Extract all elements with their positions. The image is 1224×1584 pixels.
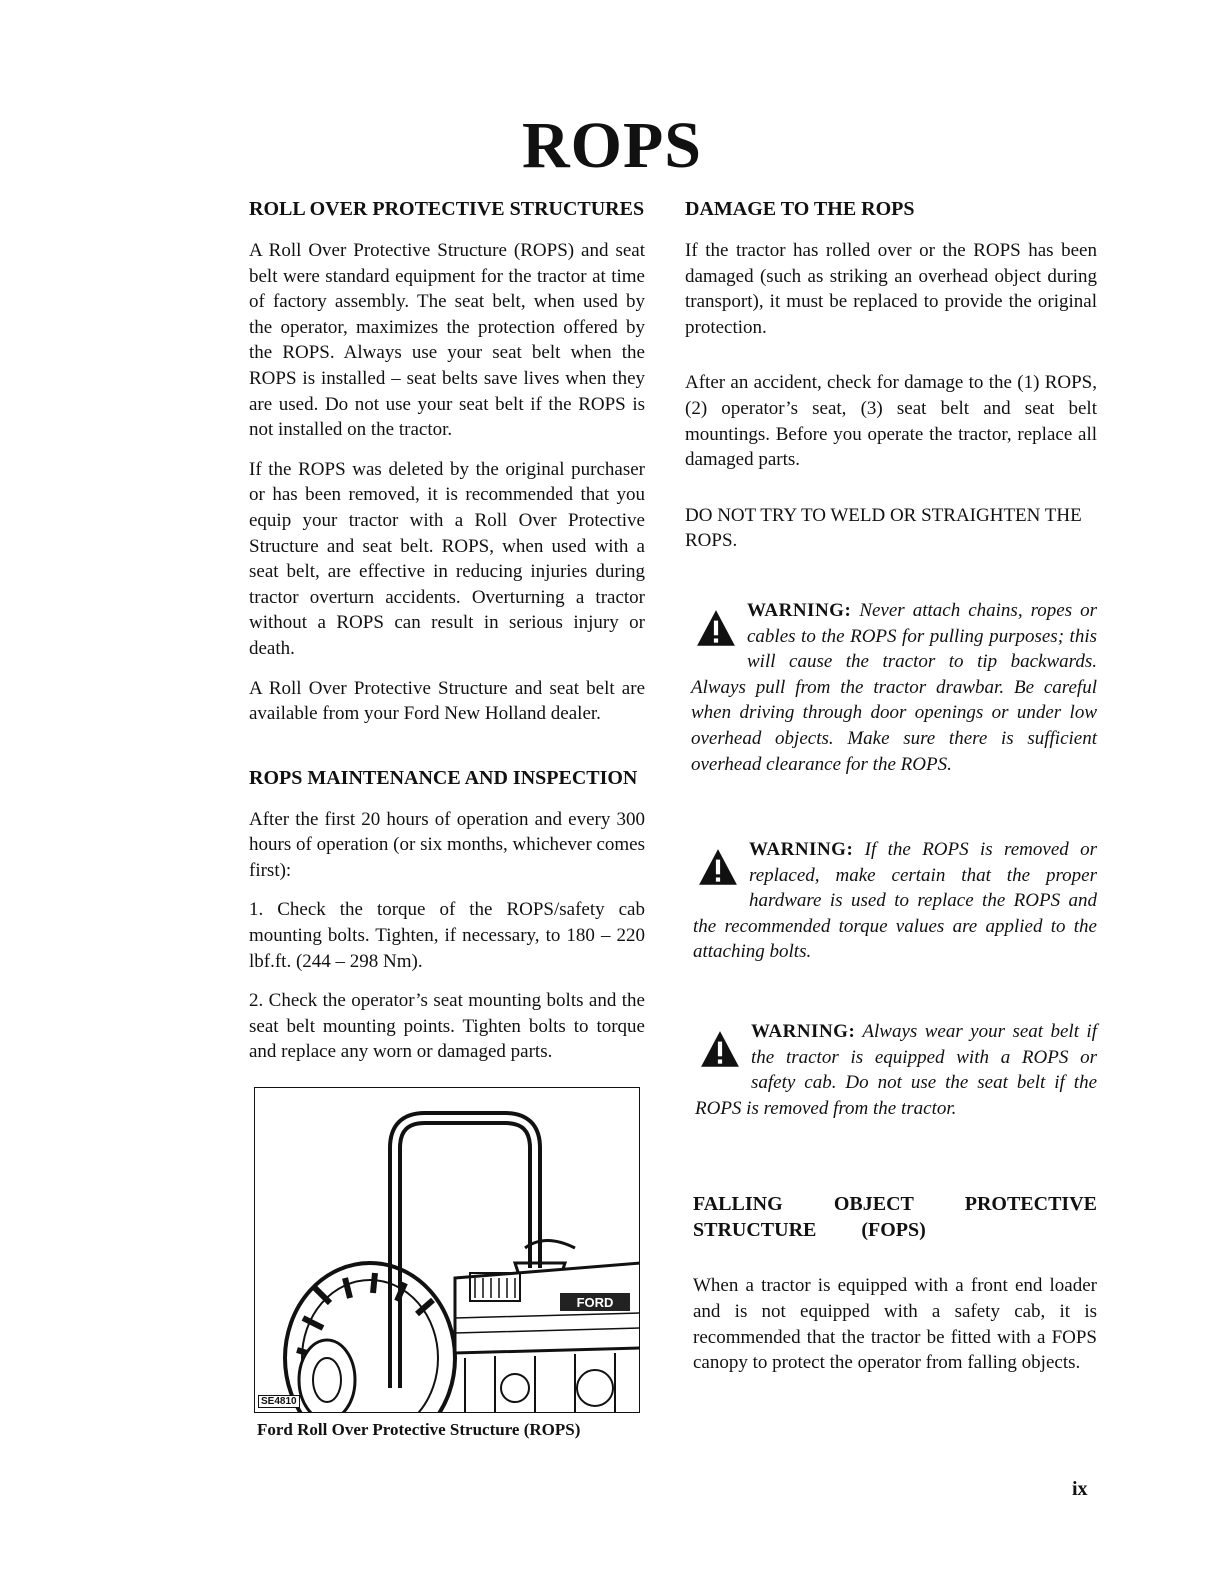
warning-text: If the ROPS is removed or replaced, make certain that the proper hardware is used to replace the ROPS and the recommended torque values are applied to the attaching bolts. [693, 839, 1098, 963]
paragraph: If the tractor has rolled over or the ROPS has been damaged (such as striking an overhead object during transport), it must be replaced to provide the original protection. [685, 240, 1097, 338]
warning-block [685, 1019, 1097, 1121]
section-heading-damage: DAMAGE TO THE ROPS [685, 198, 915, 220]
warning-label: WARNING: [749, 839, 854, 861]
warning-label: WARNING: [751, 1021, 856, 1043]
rops-figure [254, 1087, 640, 1413]
paragraph: If the ROPS was deleted by the original purchaser or has been removed, it is recommended that you equip your tractor with a Roll Over Protective Structure and seat belt. ROPS, when used with a seat belt, are effective in reducing injuries during tractor overturn accidents. Overturning a tractor without a ROPS can result in serious injury or death. [249, 458, 645, 659]
page-number: ix [1072, 1478, 1088, 1500]
right-column [685, 196, 1097, 1376]
paragraph: A Roll Over Protective Structure and seat belt are available from your Ford New Holland dealer. [249, 677, 645, 725]
warning-triangle-icon [695, 608, 737, 650]
paragraph: After an accident, check for damage to the (1) ROPS, (2) operator’s seat, (3) seat belt and seat belt mountings. Before you operate the tractor, replace all damaged parts. [685, 372, 1097, 471]
paragraph: A Roll Over Protective Structure (ROPS) and seat belt were standard equipment for the tractor at time of factory assembly. The seat belt, when used by the operator, maximizes the protection offered by the ROPS. Always use your seat belt when the ROPS is installed – seat belts save lives when they are used. Do not use your seat belt if the ROPS is not installed on the tractor. [249, 240, 645, 441]
list-item: 2. Check the operator’s seat mounting bolts and the seat belt mounting points. Tighten bolts to torque and replace any worn or damaged parts. [249, 990, 645, 1063]
figure-caption: Ford Roll Over Protective Structure (ROPS) [257, 1420, 581, 1439]
section-heading-rops: ROLL OVER PROTECTIVE STRUCTURES [249, 198, 645, 220]
tractor-illustration [255, 1088, 640, 1413]
left-column [249, 196, 645, 1065]
list-item: 1. Check the torque of the ROPS/safety cab mounting bolts. Tighten, if necessary, to 180 – 220 lbf.ft. (244 – 298 Nm). [249, 899, 645, 972]
warning-text: Always wear your seat belt if the tractor is equipped with a ROPS or safety cab. Do not use the seat belt if the ROPS is removed from the tractor. [695, 1021, 1097, 1119]
ford-logo-text: FORD [576, 1295, 614, 1310]
paragraph: After the first 20 hours of operation and every 300 hours of operation (or six months, whichever comes first): [249, 808, 645, 881]
page-title: ROPS [521, 109, 703, 182]
section-heading-fops: FALLING OBJECT PROTECTIVE STRUCTURE (FOPS) [693, 1193, 1097, 1242]
warning-block [685, 598, 1097, 777]
warning-triangle-icon [699, 1029, 741, 1071]
warning-block [685, 837, 1097, 965]
section-heading-maintenance: ROPS MAINTENANCE AND INSPECTION [249, 766, 638, 789]
warning-label: WARNING: [747, 599, 852, 621]
warning-triangle-icon [697, 847, 739, 889]
figure-code: SE4810 [258, 1395, 300, 1408]
paragraph: DO NOT TRY TO WELD OR STRAIGHTEN THE ROPS. [685, 504, 1082, 552]
paragraph: When a tractor is equipped with a front end loader and is not equipped with a safety cab, it is recommended that the tractor be fitted with a FOPS canopy to protect the operator from falling objects. [693, 1275, 1097, 1374]
warning-text: Never attach chains, ropes or cables to the ROPS for pulling purposes; this will cause the tractor to tip backwards. Always pull from the tractor drawbar. Be careful when driving through door openings or under low overhead objects. Make sure there is sufficient overhead clearance for the ROPS. [691, 599, 1098, 775]
